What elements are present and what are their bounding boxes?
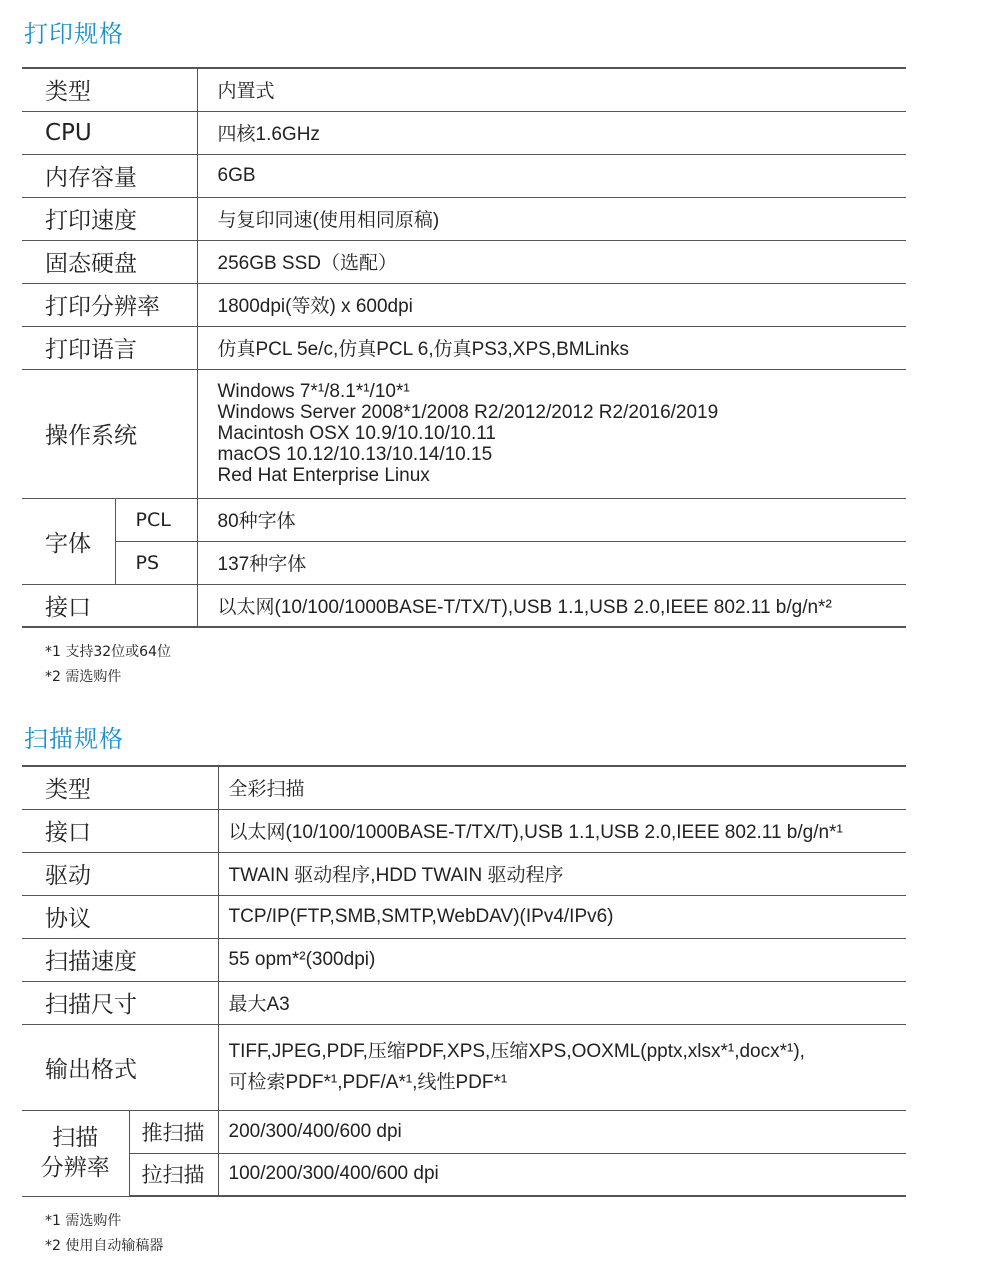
row-label-font: 字体 [22,498,115,584]
os-line: macOS 10.12/10.13/10.14/10.15 [217,444,493,465]
scan-push-value: 200/300/400/600 dpi [218,1110,906,1153]
table-row [22,498,906,541]
scan-label-interface: 接口 [22,809,218,852]
scan-value-type: 全彩扫描 [218,766,906,809]
row-label-memory: 内存容量 [22,154,197,197]
scan-value-format [218,1024,906,1110]
print-spec-title: 打印规格 [24,20,124,48]
table-row [22,283,906,326]
print-spec-table [22,67,906,628]
print-note-1: *1 支持32位或64位 [45,644,171,660]
table-row [22,938,906,981]
scan-pull-value: 100/200/300/400/600 dpi [218,1153,906,1196]
scan-label-type: 类型 [22,766,218,809]
scan-note-1: *1 需选购件 [45,1213,122,1229]
row-label-language: 打印语言 [22,326,197,369]
table-row [22,154,906,197]
row-value-interface: 以太网(10/100/1000BASE-T/TX/T),USB 1.1,USB 2.0,IEEE 802.11 b/g/n*² [197,584,906,627]
row-label-speed: 打印速度 [22,197,197,240]
scan-label-format: 输出格式 [22,1024,218,1110]
row-value-resolution: 1800dpi(等效) x 600dpi [197,283,906,326]
table-row [22,240,906,283]
row-label-interface: 接口 [22,584,197,627]
table-row [22,541,906,584]
table-row [22,111,906,154]
row-value-speed: 与复印同速(使用相同原稿) [197,197,906,240]
table-row [22,809,906,852]
scan-resolution-label-line2: 分辨率 [40,1155,110,1181]
scan-label-driver: 驱动 [22,852,218,895]
row-label-resolution: 打印分辨率 [22,283,197,326]
os-line: Windows Server 2008*1/2008 R2/2012/2012 R2/2016/2019 [217,402,719,423]
font-pcl-label: PCL [115,498,197,541]
format-line: 可检索PDF*¹,PDF/A*¹,线性PDF*¹ [228,1072,508,1093]
table-row [22,766,906,809]
scan-label-protocol: 协议 [22,895,218,938]
row-label-cpu: CPU [22,111,197,154]
row-value-cpu: 四核1.6GHz [197,111,906,154]
table-row [22,895,906,938]
scan-pull-label: 拉扫描 [129,1153,218,1196]
table-row [22,369,906,498]
scan-push-label: 推扫描 [129,1110,218,1153]
font-ps-value: 137种字体 [197,541,906,584]
print-note-2: *2 需选购件 [45,669,122,685]
scan-spec-title: 扫描规格 [24,725,124,753]
scan-label-resolution [22,1110,129,1196]
scan-spec-table [22,765,906,1197]
table-row [22,584,906,627]
os-line: Red Hat Enterprise Linux [217,465,430,486]
row-label-os: 操作系统 [22,369,197,498]
row-value-ssd: 256GB SSD（选配） [197,240,906,283]
scan-value-protocol: TCP/IP(FTP,SMB,SMTP,WebDAV)(IPv4/IPv6) [218,895,906,938]
table-row [22,1024,906,1110]
row-label-ssd: 固态硬盘 [22,240,197,283]
table-row [22,197,906,240]
table-row [22,68,906,111]
scan-label-speed: 扫描速度 [22,938,218,981]
table-row [22,1153,906,1196]
row-label-type: 类型 [22,68,197,111]
scan-value-speed: 55 opm*²(300dpi) [218,938,906,981]
table-row [22,852,906,895]
scan-label-size: 扫描尺寸 [22,981,218,1024]
row-value-os [197,369,906,498]
font-pcl-value: 80种字体 [197,498,906,541]
row-value-memory: 6GB [197,154,906,197]
table-row [22,1110,906,1153]
table-row [22,981,906,1024]
scan-value-driver: TWAIN 驱动程序,HDD TWAIN 驱动程序 [218,852,906,895]
scan-value-size: 最大A3 [218,981,906,1024]
font-ps-label: PS [115,541,197,584]
format-line: TIFF,JPEG,PDF,压缩PDF,XPS,压缩XPS,OOXML(pptx,xlsx*¹,docx*¹), [228,1041,805,1062]
scan-note-2: *2 使用自动输稿器 [45,1238,164,1254]
scan-resolution-label-line1: 扫描 [52,1125,99,1151]
os-line: Windows 7*¹/8.1*¹/10*¹ [217,381,410,402]
row-value-type: 内置式 [197,68,906,111]
os-line: Macintosh OSX 10.9/10.10/10.11 [217,423,496,444]
row-value-language: 仿真PCL 5e/c,仿真PCL 6,仿真PS3,XPS,BMLinks [197,326,906,369]
table-row [22,326,906,369]
scan-value-interface: 以太网(10/100/1000BASE-T/TX/T),USB 1.1,USB 2.0,IEEE 802.11 b/g/n*¹ [218,809,906,852]
